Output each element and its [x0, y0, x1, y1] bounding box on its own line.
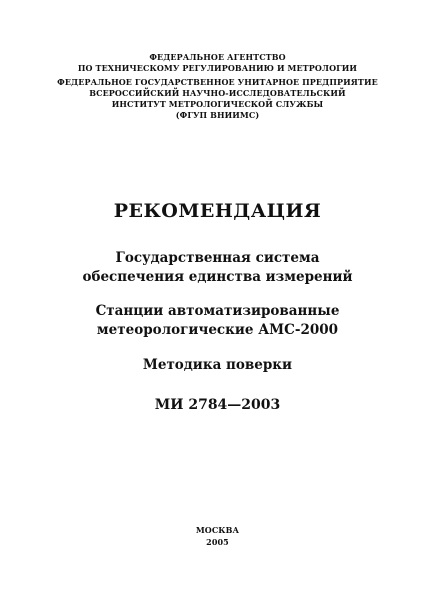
city: МОСКВА	[195, 525, 240, 535]
org-line-2: ВСЕРОССИЙСКИЙ НАУЧНО-ИССЛЕДОВАТЕЛЬСКИЙ	[89, 88, 346, 98]
agency-line-1: ФЕДЕРАЛЬНОЕ АГЕНТСТВО	[149, 52, 286, 62]
year: 2005	[206, 537, 229, 547]
document-type-title: РЕКОМЕНДАЦИЯ	[113, 200, 322, 222]
subject-line-1: Станции автоматизированные	[95, 303, 340, 319]
method-title: Методика поверки	[142, 357, 293, 373]
system-line-1: Государственная система	[115, 250, 320, 266]
org-line-1: ФЕДЕРАЛЬНОЕ ГОСУДАРСТВЕННОЕ УНИТАРНОЕ ПРЕДПРИЯТИЕ	[57, 77, 378, 87]
org-line-4: (ФГУП ВНИИМС)	[175, 110, 260, 120]
system-line-2: обеспечения единства измерений	[82, 269, 353, 285]
subject-line-2: метеорологические АМС-2000	[96, 322, 339, 338]
document-code: МИ 2784—2003	[154, 397, 281, 413]
org-line-3: ИНСТИТУТ МЕТРОЛОГИЧЕСКОЙ СЛУЖБЫ	[111, 99, 324, 109]
agency-line-2: ПО ТЕХНИЧЕСКОМУ РЕГУЛИРОВАНИЮ И МЕТРОЛОГИИ	[77, 63, 358, 73]
